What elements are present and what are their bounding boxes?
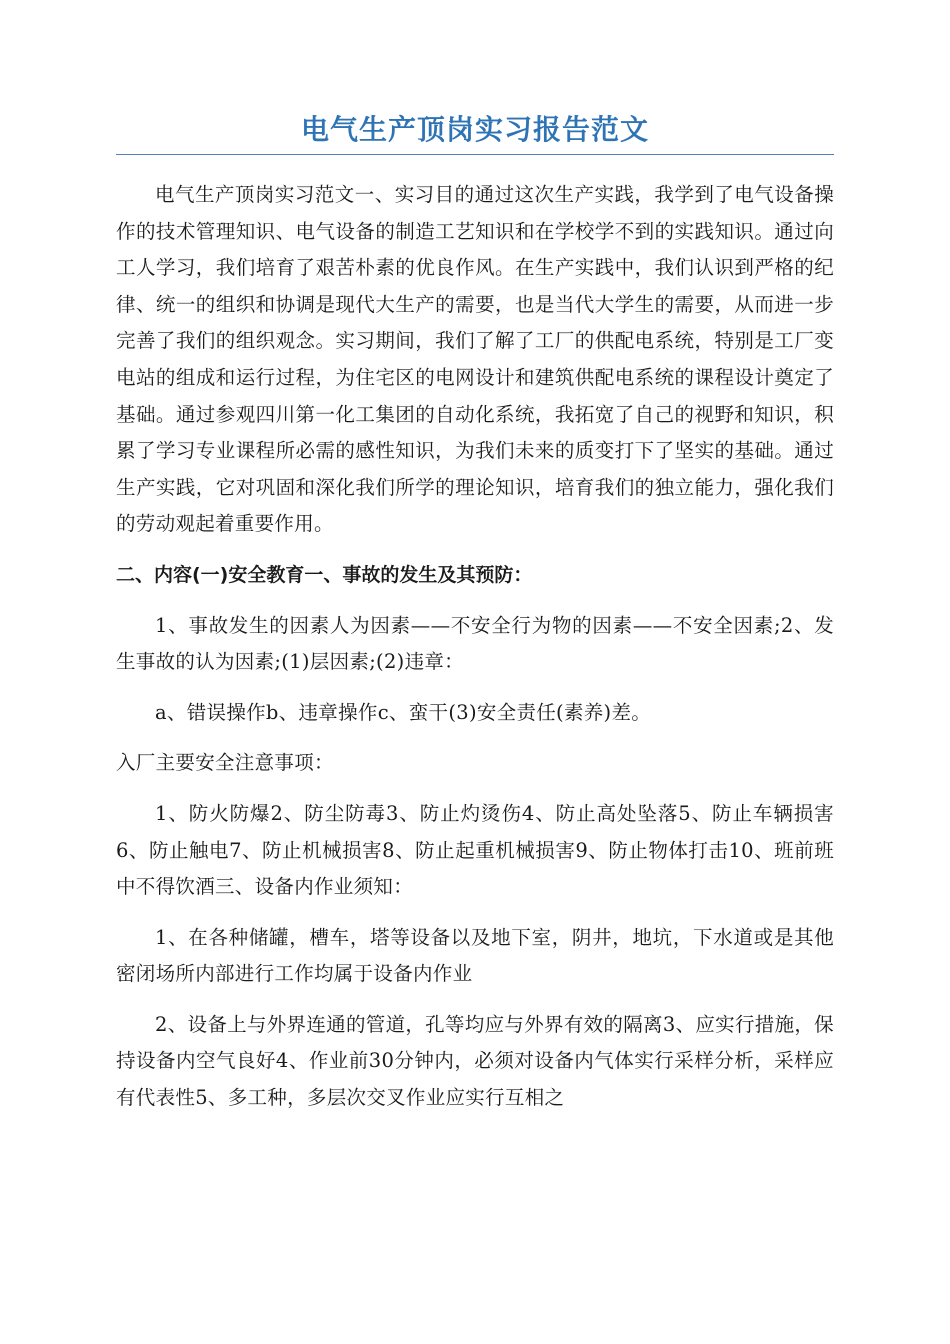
paragraph-safety-list: 1、防火防爆2、防尘防毒3、防止灼烫伤4、防止高处坠落5、防止车辆损害6、防止触电7、防止机械损害8、防止起重机械损害9、防止物体打击10、班前班中不得饮酒三、设备内作业须知： xyxy=(116,801,834,899)
paragraph-objective: 电气生产顶岗实习范文一、实习目的通过这次生产实践，我学到了电气设备操作的技术管理知识、电气设备的制造工艺知识和在学校学不到的实践知识。通过向工人学习，我们培育了艰苦朴素的优良作风。在生产实践中，我们认识到严格的纪律、统一的组织和协调是现代大生产的需要，也是当代大学生的需要，从而进一步完善了我们的组织观念。实习期间，我们了解了工厂的供配电系统，特别是工厂变电站的组成和运行过程，为住宅区的电网设计和建筑供配电系统的课程设计奠定了基础。通过参观四川第一化工集团的自动化系统，我拓宽了自己的视野和知识，积累了学习专业课程所必需的感性知识，为我们未来的质变打下了坚实的基础。通过生产实践，它对巩固和深化我们所学的理论知识，培育我们的独立能力，强化我们的劳动观起着重要作用。 xyxy=(116,183,834,536)
document-title: 电气生产顶岗实习报告范文 xyxy=(116,108,834,155)
document-page xyxy=(116,108,834,1117)
paragraph-isolation-measures: 2、设备上与外界连通的管道，孔等均应与外界有效的隔离3、应实行措施，保持设备内空气良好4、作业前30分钟内，必须对设备内气体实行采样分析，采样应有代表性5、多工种，多层次交叉作业应实行互相之 xyxy=(116,1012,834,1110)
paragraph-confined-space: 1、在各种储罐，槽车，塔等设备以及地下室，阴井，地坑，下水道或是其他密闭场所内部进行工作均属于设备内作业 xyxy=(116,925,834,986)
paragraph-violations: a、错误操作b、违章操作c、蛮干(3)安全责任(素养)差。 xyxy=(155,700,652,724)
section-heading-content: 二、内容(一)安全教育一、事故的发生及其预防： xyxy=(116,563,533,586)
paragraph-accident-factors: 1、事故发生的因素人为因素——不安全行为物的因素——不安全因素;2、发生事故的认为因素;(1)层因素;(2)违章： xyxy=(116,613,834,674)
paragraph-safety-notes-label: 入厂主要安全注意事项： xyxy=(116,751,334,775)
